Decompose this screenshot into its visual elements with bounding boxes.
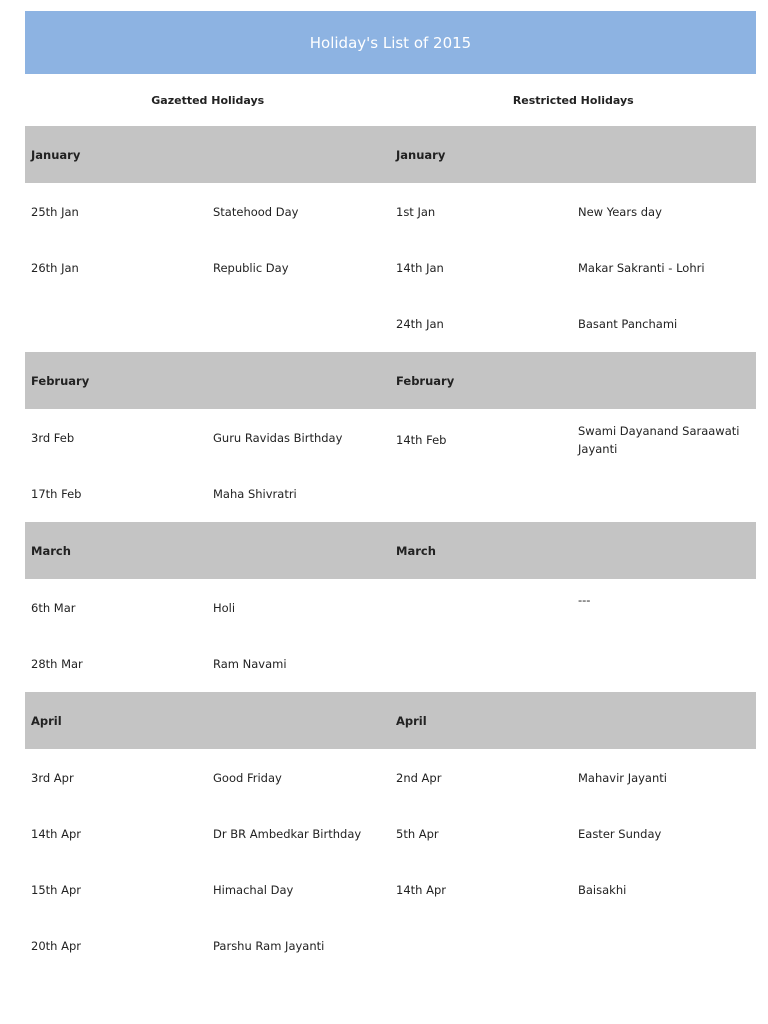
month-label-gazetted: February bbox=[31, 373, 90, 388]
gazetted-date: 15th Apr bbox=[31, 883, 81, 897]
gazetted-date: 3rd Feb bbox=[31, 430, 75, 445]
holiday-list-table bbox=[25, 11, 756, 974]
gazetted-date: 26th Jan bbox=[31, 261, 79, 275]
table-row bbox=[25, 806, 756, 862]
restricted-date: 14th Jan bbox=[396, 261, 444, 275]
restricted-holiday: Makar Sakranti - Lohri bbox=[578, 261, 705, 275]
restricted-date: 14th Apr bbox=[396, 883, 446, 897]
month-label-restricted: April bbox=[396, 713, 427, 728]
restricted-date: 2nd Apr bbox=[396, 770, 442, 785]
table-row bbox=[25, 240, 756, 296]
gazetted-date: 17th Feb bbox=[31, 487, 82, 501]
table-row bbox=[25, 296, 756, 352]
restricted-date: 1st Jan bbox=[396, 204, 436, 219]
gazetted-header: Gazetted Holidays bbox=[151, 93, 265, 107]
month-label-restricted: February bbox=[396, 373, 455, 388]
restricted-holiday: Basant Panchami bbox=[578, 317, 678, 331]
table-row bbox=[25, 749, 756, 806]
month-header-march bbox=[25, 522, 756, 579]
gazetted-date: 3rd Apr bbox=[31, 770, 74, 785]
gazetted-holiday: Holi bbox=[213, 600, 236, 615]
gazetted-date: 28th Mar bbox=[31, 657, 83, 671]
month-header-january bbox=[25, 126, 756, 183]
gazetted-holiday: Statehood Day bbox=[213, 204, 299, 219]
table-row bbox=[25, 579, 390, 636]
table-row bbox=[25, 636, 390, 692]
restricted-holiday: New Years day bbox=[578, 204, 662, 219]
february-block bbox=[25, 409, 756, 522]
gazetted-date: 20th Apr bbox=[31, 939, 81, 953]
gazetted-date: 14th Apr bbox=[31, 827, 81, 841]
gazetted-holiday: Dr BR Ambedkar Birthday bbox=[213, 827, 362, 841]
table-row bbox=[390, 411, 756, 468]
restricted-date: 5th Apr bbox=[396, 827, 439, 841]
month-header-april bbox=[25, 692, 756, 749]
march-block bbox=[25, 579, 756, 692]
restricted-holiday: Swami Dayanand Saraawati Jayanti bbox=[578, 423, 740, 456]
restricted-holiday: Easter Sunday bbox=[578, 827, 662, 841]
restricted-holiday: Baisakhi bbox=[578, 883, 627, 897]
table-row bbox=[25, 862, 756, 918]
gazetted-holiday: Maha Shivratri bbox=[213, 487, 297, 501]
table-row bbox=[25, 918, 756, 974]
gazetted-holiday: Parshu Ram Jayanti bbox=[213, 939, 325, 953]
month-header-february bbox=[25, 352, 756, 409]
gazetted-date: 25th Jan bbox=[31, 204, 79, 219]
gazetted-date: 6th Mar bbox=[31, 600, 76, 615]
table-row bbox=[25, 183, 756, 240]
restricted-empty-placeholder: --- bbox=[578, 593, 591, 607]
month-label-gazetted: January bbox=[31, 147, 81, 162]
restricted-holiday: Mahavir Jayanti bbox=[578, 770, 667, 785]
gazetted-holiday: Guru Ravidas Birthday bbox=[213, 430, 343, 445]
column-headers bbox=[25, 74, 756, 126]
gazetted-holiday: Ram Navami bbox=[213, 657, 287, 671]
restricted-date: 24th Jan bbox=[396, 317, 444, 331]
page-title: Holiday's List of 2015 bbox=[25, 11, 756, 74]
gazetted-holiday: Himachal Day bbox=[213, 883, 294, 897]
table-row bbox=[25, 409, 390, 466]
gazetted-holiday: Good Friday bbox=[213, 770, 282, 785]
table-row bbox=[25, 466, 390, 522]
month-label-restricted: March bbox=[396, 543, 436, 558]
restricted-header: Restricted Holidays bbox=[512, 93, 634, 107]
month-label-gazetted: March bbox=[31, 543, 71, 558]
restricted-date: 14th Feb bbox=[396, 432, 447, 447]
month-label-gazetted: April bbox=[31, 713, 62, 728]
gazetted-holiday: Republic Day bbox=[213, 261, 289, 275]
month-label-restricted: January bbox=[396, 147, 446, 162]
